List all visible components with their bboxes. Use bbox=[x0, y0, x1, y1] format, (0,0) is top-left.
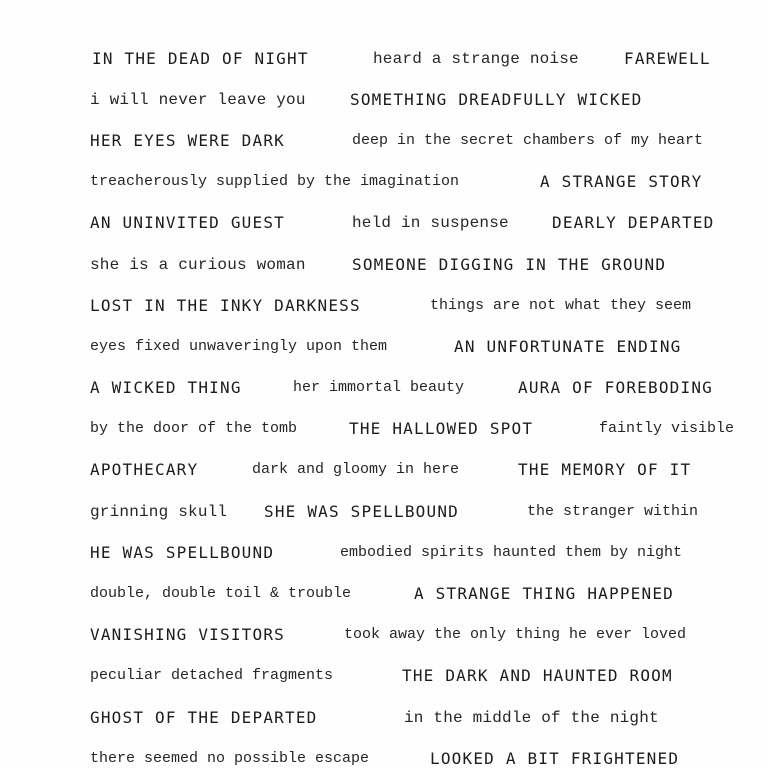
phrase: peculiar detached fragments bbox=[90, 667, 334, 684]
phrase-row bbox=[0, 661, 768, 691]
phrase-row bbox=[0, 744, 768, 774]
phrase: FAREWELL bbox=[624, 49, 711, 68]
phrase: held in suspense bbox=[352, 214, 509, 232]
phrase: LOOKED A BIT FRIGHTENED bbox=[430, 749, 680, 768]
phrase: SHE WAS SPELLBOUND bbox=[264, 502, 459, 521]
phrase-row bbox=[0, 85, 768, 115]
phrase-row bbox=[0, 44, 768, 74]
phrase-row bbox=[0, 620, 768, 650]
phrase: dark and gloomy in here bbox=[252, 461, 460, 478]
phrase: heard a strange noise bbox=[373, 50, 579, 68]
phrase: THE HALLOWED SPOT bbox=[349, 419, 534, 438]
phrase-row bbox=[0, 373, 768, 403]
phrase: SOMETHING DREADFULLY WICKED bbox=[350, 90, 643, 109]
phrase: there seemed no possible escape bbox=[90, 750, 370, 767]
phrase: IN THE DEAD OF NIGHT bbox=[92, 49, 309, 68]
phrase: GHOST OF THE DEPARTED bbox=[90, 708, 318, 727]
phrase: took away the only thing he ever loved bbox=[344, 626, 687, 643]
phrase: DEARLY DEPARTED bbox=[552, 213, 715, 232]
phrase-row bbox=[0, 126, 768, 156]
phrase: HER EYES WERE DARK bbox=[90, 131, 285, 150]
phrase: her immortal beauty bbox=[293, 379, 465, 396]
phrase-row bbox=[0, 497, 768, 527]
phrase: THE DARK AND HAUNTED ROOM bbox=[402, 666, 673, 685]
phrase-row bbox=[0, 703, 768, 733]
phrase-row bbox=[0, 579, 768, 609]
phrase: HE WAS SPELLBOUND bbox=[90, 543, 275, 562]
phrase: she is a curious woman bbox=[90, 256, 306, 274]
phrase: A WICKED THING bbox=[90, 378, 242, 397]
phrase: treacherously supplied by the imagination bbox=[90, 173, 460, 190]
phrase: by the door of the tomb bbox=[90, 420, 298, 437]
phrase-row bbox=[0, 538, 768, 568]
phrase: SOMEONE DIGGING IN THE GROUND bbox=[352, 255, 667, 274]
phrase: AURA OF FOREBODING bbox=[518, 378, 713, 397]
phrase: THE MEMORY OF IT bbox=[518, 460, 692, 479]
phrase-row bbox=[0, 332, 768, 362]
phrase-row bbox=[0, 414, 768, 444]
phrase: eyes fixed unwaveringly upon them bbox=[90, 338, 388, 355]
phrase: A STRANGE THING HAPPENED bbox=[414, 584, 674, 603]
phrase-row bbox=[0, 167, 768, 197]
phrase-row bbox=[0, 455, 768, 485]
phrase: i will never leave you bbox=[90, 91, 306, 109]
phrase: VANISHING VISITORS bbox=[90, 625, 285, 644]
phrase: APOTHECARY bbox=[90, 460, 199, 479]
phrase-row bbox=[0, 291, 768, 321]
phrase: things are not what they seem bbox=[430, 297, 692, 314]
phrase-row bbox=[0, 250, 768, 280]
phrase: double, double toil & trouble bbox=[90, 585, 352, 602]
phrase-row bbox=[0, 208, 768, 238]
phrase: A STRANGE STORY bbox=[540, 172, 703, 191]
phrase: LOST IN THE INKY DARKNESS bbox=[90, 296, 361, 315]
phrase: the stranger within bbox=[527, 503, 699, 520]
phrase: embodied spirits haunted them by night bbox=[340, 544, 683, 561]
phrase: AN UNINVITED GUEST bbox=[90, 213, 285, 232]
phrase: grinning skull bbox=[90, 503, 228, 521]
phrase: AN UNFORTUNATE ENDING bbox=[454, 337, 682, 356]
phrase: deep in the secret chambers of my heart bbox=[352, 132, 704, 149]
phrase: in the middle of the night bbox=[404, 709, 659, 727]
phrase: faintly visible bbox=[599, 420, 735, 437]
